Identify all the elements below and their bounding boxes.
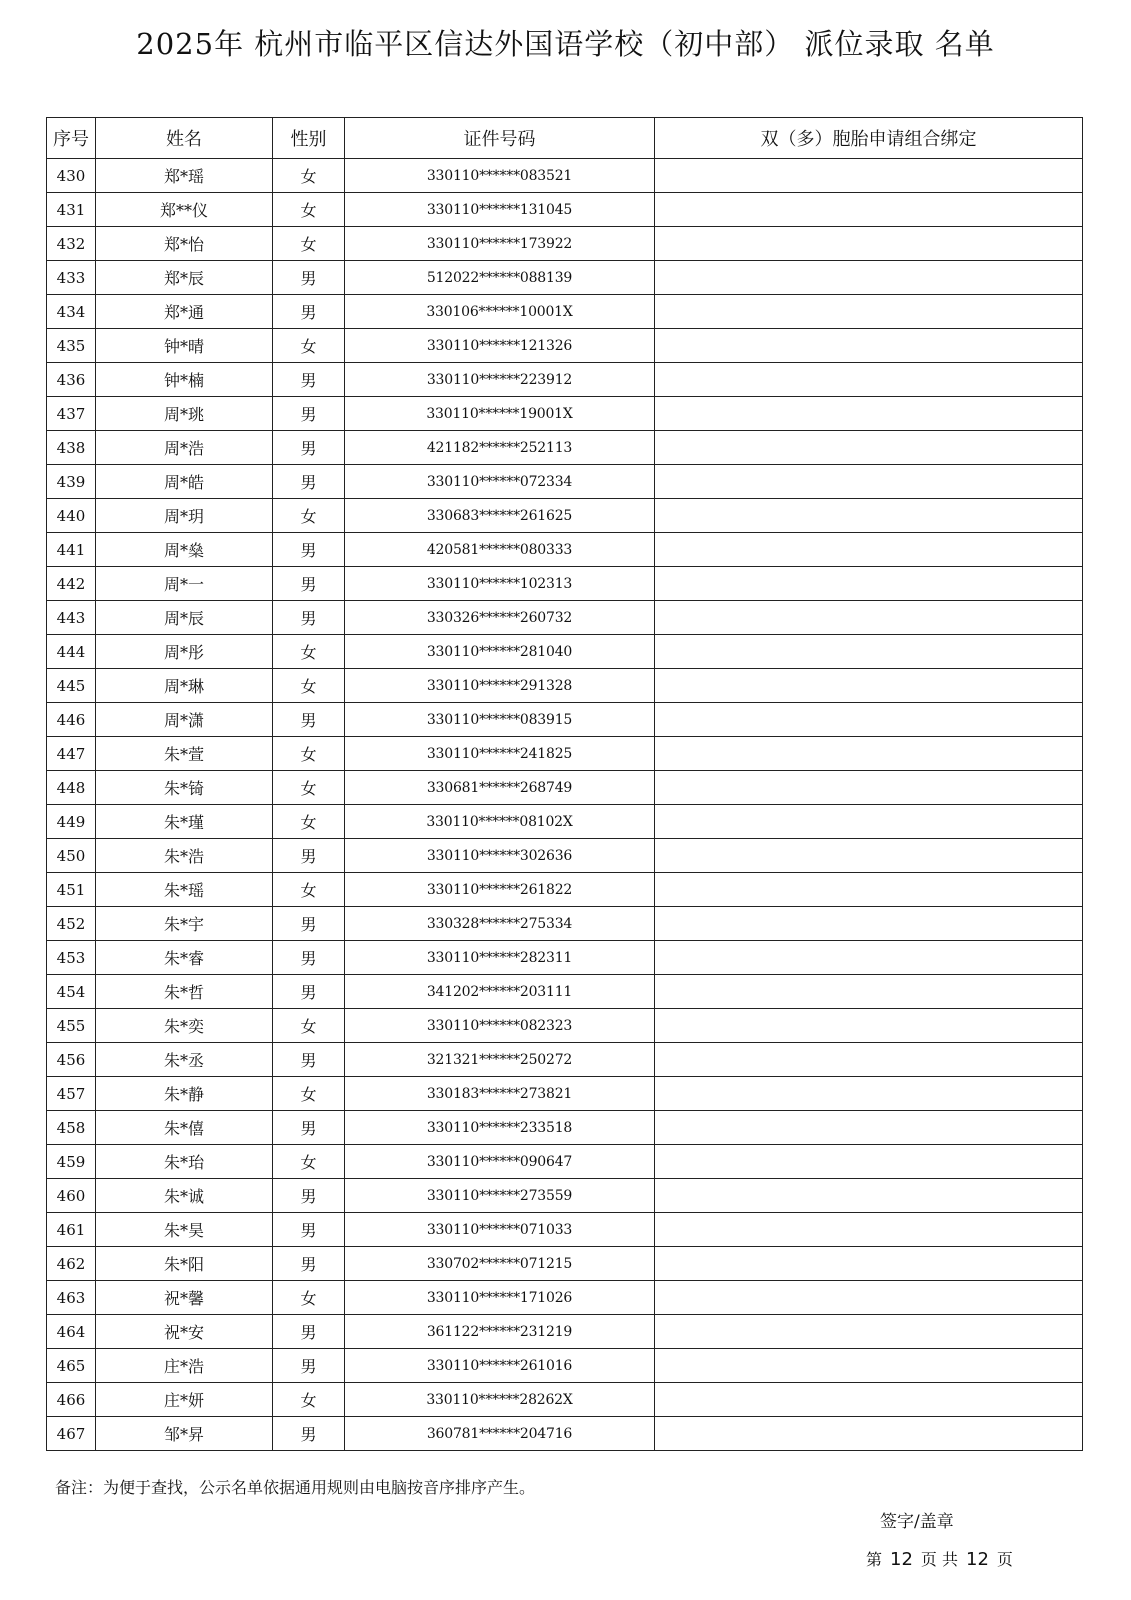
cell-twins [655, 1417, 1083, 1451]
table-row [47, 1247, 1083, 1281]
table-row [47, 1417, 1083, 1451]
cell-id: 330110******261016 [345, 1349, 655, 1383]
table-row [47, 329, 1083, 363]
cell-number: 440 [47, 499, 96, 533]
cell-id: 330326******260732 [345, 601, 655, 635]
cell-gender: 男 [273, 601, 345, 635]
cell-twins [655, 465, 1083, 499]
cell-gender: 男 [273, 703, 345, 737]
cell-gender: 男 [273, 907, 345, 941]
page-title: 2025年 杭州市临平区信达外国语学校（初中部） 派位录取 名单 [136, 27, 995, 61]
cell-gender: 男 [273, 1111, 345, 1145]
table-row [47, 1281, 1083, 1315]
cell-id: 321321******250272 [345, 1043, 655, 1077]
cell-number: 434 [47, 295, 96, 329]
cell-twins [655, 261, 1083, 295]
cell-twins [655, 703, 1083, 737]
cell-id: 330110******083521 [345, 159, 655, 193]
cell-name: 钟*楠 [96, 363, 273, 397]
cell-twins [655, 295, 1083, 329]
cell-number: 449 [47, 805, 96, 839]
cell-id: 360781******204716 [345, 1417, 655, 1451]
cell-twins [655, 1009, 1083, 1043]
cell-number: 461 [47, 1213, 96, 1247]
signature-label: 签字/盖章 [880, 1512, 954, 1532]
cell-name: 庄*妍 [96, 1383, 273, 1417]
cell-twins [655, 601, 1083, 635]
footnote: 备注：为便于查找，公示名单依据通用规则由电脑按音序排序产生。 [55, 1478, 536, 1497]
cell-gender: 男 [273, 465, 345, 499]
cell-number: 432 [47, 227, 96, 261]
cell-number: 462 [47, 1247, 96, 1281]
cell-name: 周*浩 [96, 431, 273, 465]
pager-current: 12 [890, 1549, 913, 1570]
cell-gender: 男 [273, 1043, 345, 1077]
cell-number: 444 [47, 635, 96, 669]
cell-gender: 女 [273, 771, 345, 805]
cell-id: 420581******080333 [345, 533, 655, 567]
table-row [47, 1315, 1083, 1349]
cell-name: 朱*锜 [96, 771, 273, 805]
cell-twins [655, 1213, 1083, 1247]
cell-twins [655, 873, 1083, 907]
table-row [47, 737, 1083, 771]
table-row [47, 1077, 1083, 1111]
cell-gender: 男 [273, 1247, 345, 1281]
cell-id: 512022******088139 [345, 261, 655, 295]
table-row [47, 499, 1083, 533]
cell-twins [655, 975, 1083, 1009]
cell-gender: 男 [273, 567, 345, 601]
cell-gender: 女 [273, 805, 345, 839]
cell-name: 朱*阳 [96, 1247, 273, 1281]
cell-name: 庄*浩 [96, 1349, 273, 1383]
cell-twins [655, 805, 1083, 839]
cell-name: 郑*怡 [96, 227, 273, 261]
cell-name: 周*皓 [96, 465, 273, 499]
table-body [47, 159, 1083, 1451]
cell-twins [655, 1145, 1083, 1179]
cell-number: 435 [47, 329, 96, 363]
cell-twins [655, 907, 1083, 941]
cell-name: 朱*浩 [96, 839, 273, 873]
cell-name: 郑*瑶 [96, 159, 273, 193]
cell-name: 周*彤 [96, 635, 273, 669]
cell-gender: 女 [273, 1383, 345, 1417]
cell-number: 436 [47, 363, 96, 397]
pager-prefix: 第 [866, 1550, 883, 1569]
pager-middle: 页 共 [920, 1550, 959, 1569]
cell-id: 330110******233518 [345, 1111, 655, 1145]
cell-id: 330106******10001X [345, 295, 655, 329]
cell-number: 454 [47, 975, 96, 1009]
cell-name: 郑*通 [96, 295, 273, 329]
table-row [47, 533, 1083, 567]
cell-name: 祝*安 [96, 1315, 273, 1349]
cell-gender: 女 [273, 499, 345, 533]
table-row [47, 567, 1083, 601]
cell-twins [655, 159, 1083, 193]
cell-twins [655, 1111, 1083, 1145]
cell-twins [655, 1383, 1083, 1417]
cell-number: 466 [47, 1383, 96, 1417]
cell-gender: 男 [273, 1213, 345, 1247]
cell-number: 451 [47, 873, 96, 907]
cell-gender: 男 [273, 261, 345, 295]
pager-total: 12 [966, 1549, 989, 1570]
cell-twins [655, 737, 1083, 771]
cell-twins [655, 839, 1083, 873]
table-row [47, 873, 1083, 907]
cell-id: 330328******275334 [345, 907, 655, 941]
cell-number: 441 [47, 533, 96, 567]
cell-name: 朱*睿 [96, 941, 273, 975]
cell-id: 330110******291328 [345, 669, 655, 703]
cell-gender: 女 [273, 669, 345, 703]
cell-id: 330110******273559 [345, 1179, 655, 1213]
admission-table [46, 117, 1083, 1451]
cell-gender: 男 [273, 1315, 345, 1349]
cell-name: 朱*瑾 [96, 805, 273, 839]
cell-id: 330110******281040 [345, 635, 655, 669]
cell-number: 431 [47, 193, 96, 227]
cell-id: 330110******223912 [345, 363, 655, 397]
cell-id: 330110******083915 [345, 703, 655, 737]
cell-gender: 女 [273, 159, 345, 193]
cell-number: 447 [47, 737, 96, 771]
cell-id: 330683******261625 [345, 499, 655, 533]
cell-id: 330110******08102X [345, 805, 655, 839]
cell-number: 463 [47, 1281, 96, 1315]
cell-name: 朱*昊 [96, 1213, 273, 1247]
cell-name: 朱*萱 [96, 737, 273, 771]
table-row [47, 805, 1083, 839]
cell-id: 330110******090647 [345, 1145, 655, 1179]
cell-twins [655, 363, 1083, 397]
cell-gender: 女 [273, 873, 345, 907]
cell-gender: 男 [273, 397, 345, 431]
cell-name: 郑**仪 [96, 193, 273, 227]
cell-name: 周*一 [96, 567, 273, 601]
table-row [47, 261, 1083, 295]
cell-id: 361122******231219 [345, 1315, 655, 1349]
cell-twins [655, 941, 1083, 975]
cell-gender: 男 [273, 975, 345, 1009]
table-row [47, 1043, 1083, 1077]
cell-id: 330110******261822 [345, 873, 655, 907]
cell-number: 437 [47, 397, 96, 431]
cell-name: 朱*丞 [96, 1043, 273, 1077]
cell-number: 457 [47, 1077, 96, 1111]
cell-twins [655, 771, 1083, 805]
cell-number: 433 [47, 261, 96, 295]
column-header-name: 姓名 [96, 118, 273, 159]
cell-number: 439 [47, 465, 96, 499]
cell-number: 446 [47, 703, 96, 737]
cell-id: 330110******082323 [345, 1009, 655, 1043]
table-row [47, 907, 1083, 941]
cell-name: 祝*馨 [96, 1281, 273, 1315]
table-row [47, 465, 1083, 499]
cell-id: 330110******072334 [345, 465, 655, 499]
cell-id: 330110******071033 [345, 1213, 655, 1247]
cell-name: 郑*辰 [96, 261, 273, 295]
cell-twins [655, 431, 1083, 465]
cell-gender: 男 [273, 533, 345, 567]
cell-gender: 男 [273, 941, 345, 975]
cell-id: 330110******241825 [345, 737, 655, 771]
table-row [47, 193, 1083, 227]
cell-gender: 男 [273, 1417, 345, 1451]
column-header-id: 证件号码 [345, 118, 655, 159]
cell-number: 438 [47, 431, 96, 465]
cell-name: 朱*哲 [96, 975, 273, 1009]
table-row [47, 771, 1083, 805]
cell-name: 周*潇 [96, 703, 273, 737]
table-row [47, 295, 1083, 329]
cell-id: 330110******302636 [345, 839, 655, 873]
cell-id: 341202******203111 [345, 975, 655, 1009]
cell-id: 330183******273821 [345, 1077, 655, 1111]
cell-twins [655, 1077, 1083, 1111]
cell-twins [655, 669, 1083, 703]
table-row [47, 159, 1083, 193]
table-row [47, 1179, 1083, 1213]
page-indicator [866, 1547, 1013, 1570]
cell-twins [655, 1281, 1083, 1315]
cell-gender: 男 [273, 839, 345, 873]
cell-name: 钟*晴 [96, 329, 273, 363]
cell-name: 周*玥 [96, 499, 273, 533]
cell-name: 周*珧 [96, 397, 273, 431]
table-header-row [47, 118, 1083, 159]
table-row [47, 975, 1083, 1009]
column-header-twins: 双（多）胞胎申请组合绑定 [655, 118, 1083, 159]
cell-id: 330110******173922 [345, 227, 655, 261]
cell-id: 330110******121326 [345, 329, 655, 363]
table-row [47, 1009, 1083, 1043]
table-row [47, 1145, 1083, 1179]
cell-id: 421182******252113 [345, 431, 655, 465]
cell-id: 330702******071215 [345, 1247, 655, 1281]
cell-twins [655, 329, 1083, 363]
cell-gender: 女 [273, 635, 345, 669]
cell-gender: 男 [273, 363, 345, 397]
cell-twins [655, 1315, 1083, 1349]
cell-number: 450 [47, 839, 96, 873]
cell-twins [655, 533, 1083, 567]
table-row [47, 227, 1083, 261]
cell-number: 465 [47, 1349, 96, 1383]
cell-id: 330110******131045 [345, 193, 655, 227]
cell-number: 456 [47, 1043, 96, 1077]
table-row [47, 397, 1083, 431]
cell-gender: 女 [273, 1009, 345, 1043]
cell-gender: 男 [273, 1349, 345, 1383]
cell-number: 442 [47, 567, 96, 601]
cell-number: 467 [47, 1417, 96, 1451]
column-header-number: 序号 [47, 118, 96, 159]
column-header-gender: 性别 [273, 118, 345, 159]
cell-number: 464 [47, 1315, 96, 1349]
cell-gender: 女 [273, 1077, 345, 1111]
table-row [47, 635, 1083, 669]
cell-gender: 女 [273, 227, 345, 261]
cell-gender: 男 [273, 1179, 345, 1213]
cell-gender: 女 [273, 1281, 345, 1315]
table-row [47, 601, 1083, 635]
table-row [47, 363, 1083, 397]
cell-name: 朱*瑶 [96, 873, 273, 907]
cell-number: 458 [47, 1111, 96, 1145]
cell-name: 朱*宇 [96, 907, 273, 941]
cell-name: 邹*昇 [96, 1417, 273, 1451]
table-row [47, 669, 1083, 703]
cell-name: 周*辰 [96, 601, 273, 635]
cell-name: 周*燊 [96, 533, 273, 567]
cell-id: 330110******282311 [345, 941, 655, 975]
cell-number: 453 [47, 941, 96, 975]
cell-gender: 女 [273, 329, 345, 363]
pager-suffix: 页 [996, 1550, 1013, 1569]
cell-twins [655, 397, 1083, 431]
table-row [47, 941, 1083, 975]
cell-number: 430 [47, 159, 96, 193]
cell-name: 周*琳 [96, 669, 273, 703]
cell-id: 330110******102313 [345, 567, 655, 601]
cell-name: 朱*珆 [96, 1145, 273, 1179]
cell-number: 460 [47, 1179, 96, 1213]
table-row [47, 1383, 1083, 1417]
cell-twins [655, 635, 1083, 669]
cell-twins [655, 1043, 1083, 1077]
table-row [47, 1213, 1083, 1247]
cell-twins [655, 1247, 1083, 1281]
cell-twins [655, 1349, 1083, 1383]
cell-number: 459 [47, 1145, 96, 1179]
cell-id: 330681******268749 [345, 771, 655, 805]
cell-twins [655, 1179, 1083, 1213]
cell-id: 330110******171026 [345, 1281, 655, 1315]
cell-number: 452 [47, 907, 96, 941]
cell-gender: 男 [273, 431, 345, 465]
table-row [47, 1111, 1083, 1145]
cell-id: 330110******19001X [345, 397, 655, 431]
table-row [47, 703, 1083, 737]
cell-twins [655, 499, 1083, 533]
cell-number: 443 [47, 601, 96, 635]
table-row [47, 839, 1083, 873]
cell-gender: 女 [273, 193, 345, 227]
cell-number: 448 [47, 771, 96, 805]
cell-name: 朱*诚 [96, 1179, 273, 1213]
cell-name: 朱*奕 [96, 1009, 273, 1043]
cell-name: 朱*静 [96, 1077, 273, 1111]
cell-twins [655, 567, 1083, 601]
cell-twins [655, 193, 1083, 227]
cell-gender: 女 [273, 1145, 345, 1179]
cell-number: 455 [47, 1009, 96, 1043]
cell-name: 朱*僖 [96, 1111, 273, 1145]
cell-gender: 男 [273, 295, 345, 329]
table-row [47, 431, 1083, 465]
cell-twins [655, 227, 1083, 261]
cell-id: 330110******28262X [345, 1383, 655, 1417]
cell-number: 445 [47, 669, 96, 703]
cell-gender: 女 [273, 737, 345, 771]
table-row [47, 1349, 1083, 1383]
